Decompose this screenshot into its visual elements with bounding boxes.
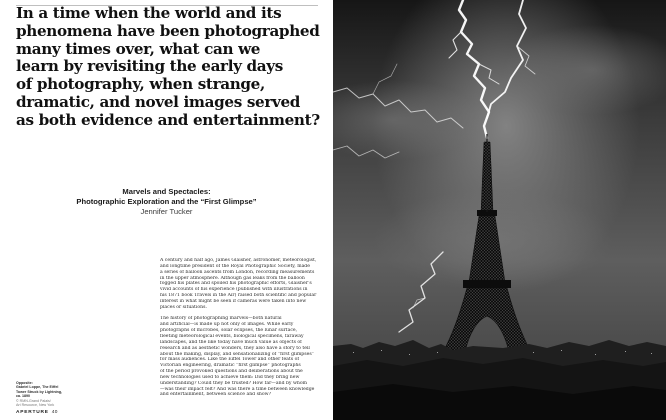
headline-line: In a time when the world and its [16, 4, 282, 22]
headline-line: many times over, what can we [16, 39, 261, 58]
body-line: vivid accounts of his experience (published with illustrations in [160, 287, 308, 293]
body-line: landscapes, and the like today have much value as objects of [160, 339, 302, 345]
magazine-name: APERTURE [16, 410, 49, 415]
body-line: —was their impact felt? And was there a time between knowledge [160, 386, 315, 392]
caption-line: Gabriel Loppe, The Eiffel [16, 385, 59, 390]
body-line: and artificial—is made up not only of images. While early [160, 322, 294, 328]
headline-line: learn by revisiting the early days [16, 57, 283, 76]
article-title: Marvels and Spectacles: [122, 187, 211, 196]
headline-line: of photography, when strange, [16, 75, 265, 94]
headline [16, 5, 328, 130]
headline-line: dramatic, and novel images served [16, 92, 301, 111]
page-number: 40 [51, 410, 58, 415]
body-line: about the making, display, and sensationalizing of “first glimpses” [160, 351, 315, 357]
photo-caption [16, 381, 96, 407]
author-byline: Jennifer Tucker [140, 207, 193, 216]
body-line: fleeting meteorological events, biological specimens, faraway [160, 333, 304, 339]
body-line: in the upper atmosphere. Although gas leaks from the balloon [160, 275, 305, 281]
foreground-roofs [333, 384, 666, 420]
body-line: understanding? Could they be trusted? How far—and by whom [160, 380, 307, 386]
headline-line: phenomena have been photographed [16, 21, 320, 40]
headline-line: as both evidence and entertainment? [16, 110, 320, 129]
caption-line: ca. 1890 [16, 394, 30, 399]
city-skyline [333, 340, 666, 420]
tower-first-platform [463, 280, 511, 288]
body-line: places or situations. [160, 304, 207, 310]
body-line: interest in what might be seen if cameras were taken into new [160, 298, 307, 304]
article-subtitle: Photographic Exploration and the “First Glimpse” [76, 197, 257, 206]
body-line: of the period provoked questions and deliberations about the [160, 369, 303, 375]
body-line: and longtime president of the Royal Photographic Society, made [160, 263, 310, 269]
body-line: photographs of microbes, solar eclipses, the lunar surface, [160, 328, 298, 334]
body-line: research and as aesthetic wonders, they also have a story to tell [160, 345, 310, 351]
page-folio [16, 410, 58, 415]
body-line: new technologies used to achieve them: Did they bring new [160, 374, 300, 380]
caption-credit: © RMN-Grand Palais/ [16, 398, 51, 403]
body-line: fogged his plates and spoiled his photographic efforts, Glaisher’s [160, 281, 312, 287]
caption-label: Opposite: [16, 381, 33, 385]
body-line: for mass audiences. Like the Eiffel Tower and other feats of [160, 357, 300, 363]
body-line: and entertainment, between science and show? [160, 392, 272, 398]
body-line: The history of photographing marvels—both natural [160, 316, 282, 322]
body-line: A century and half ago, James Glaisher, astronomer, meteorologist, [160, 258, 317, 263]
caption-line: Tower Struck by Lightning, [16, 389, 63, 394]
body-line: his 1871 book Travels in the Air) raised both scientific and popular [160, 293, 317, 299]
eiffel-tower-lightning-photo [333, 0, 666, 420]
body-line: a series of balloon ascents from London, recording measurements [160, 269, 315, 275]
body-text [160, 258, 321, 398]
body-line: Victorian engineering, dramatic “first glimpse” photographs [160, 363, 301, 369]
caption-credit: Art Resource, New York [16, 403, 55, 408]
